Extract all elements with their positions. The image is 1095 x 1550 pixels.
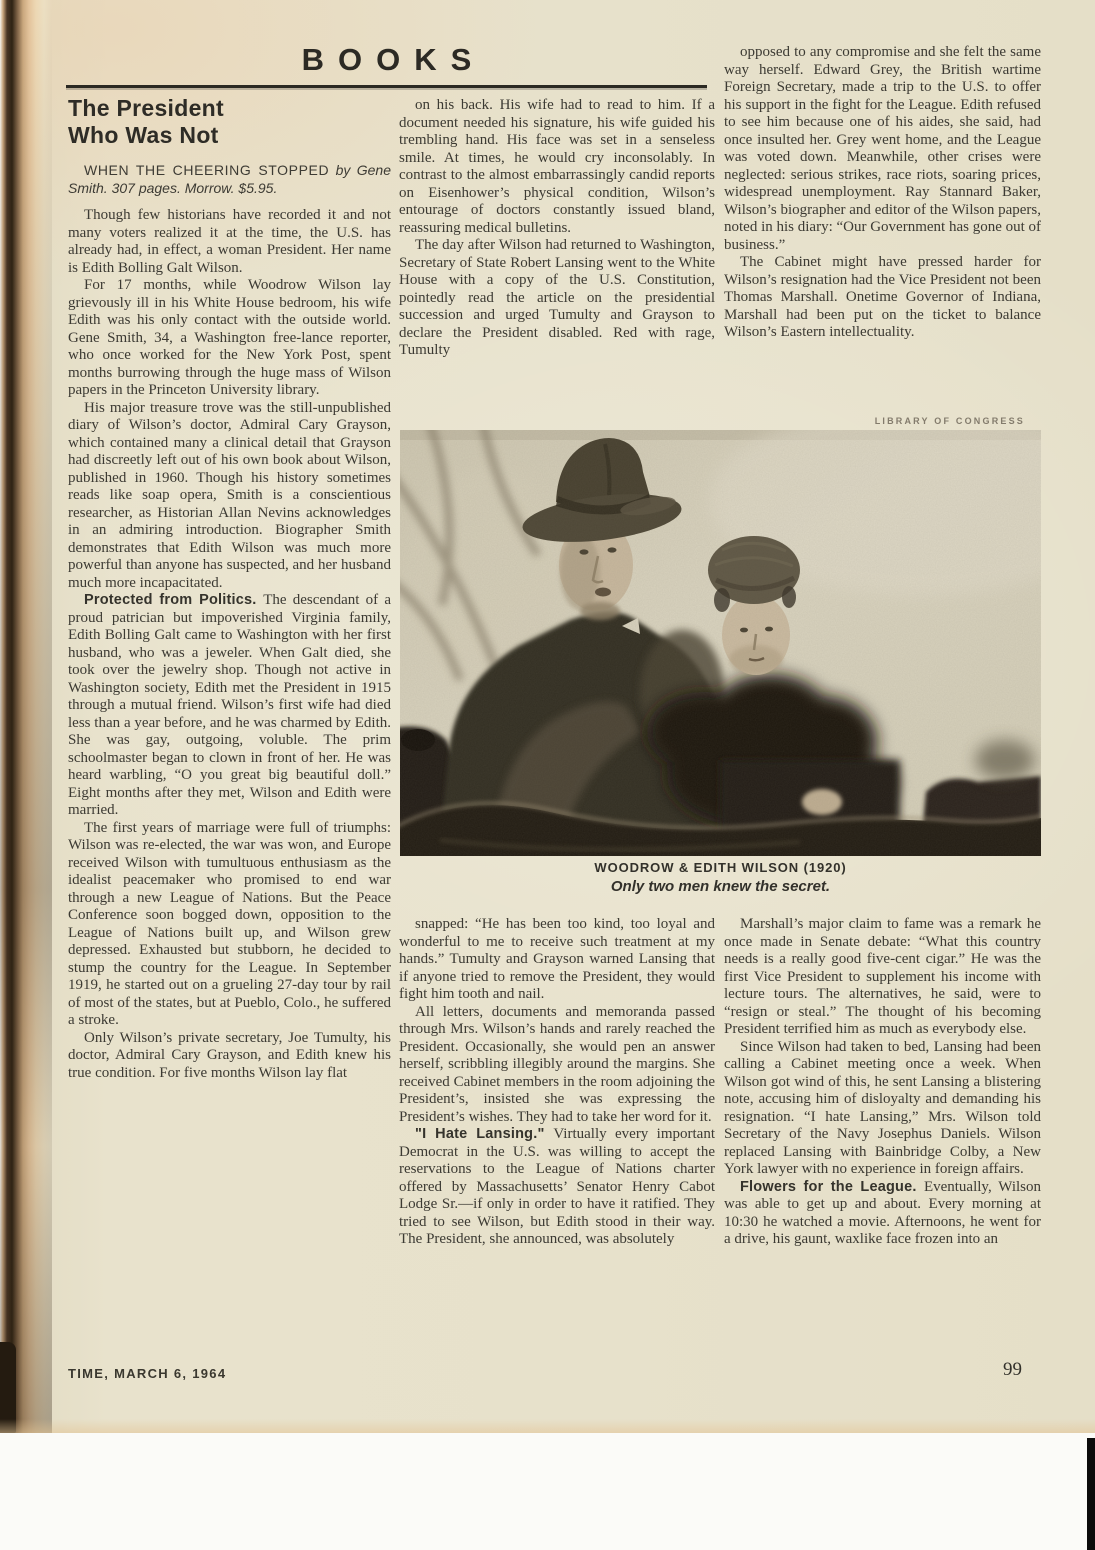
- book-details: by Gene Smith. 307 pages. Morrow. $5.95.: [68, 162, 391, 196]
- article-title-line1: The President: [68, 95, 224, 121]
- paragraph: Protected from Politics. The descendant of a proud patrician but impoverished Virginia family, Edith Bolling Galt came to Washington with her first husband, who was a jeweler. When Galt died, she took over the jewelry shop. Though not active in Washington society, Edith met the President in 1915 through a mutual friend. Wilson’s first wife had died less than a year before, and he was charmed by Edith. She was gay, outgoing, voluble. The prim schoolmaster began to clown in front of her. He was heard warbling, “O you great big beautiful doll.” Eight months after they met, Wilson and Edith were married.: [68, 592, 391, 818]
- photo-caption: [400, 860, 1041, 895]
- article-column-1: [68, 95, 391, 1082]
- paragraph: Though few historians have recorded it and not many voters realized it at the time, the U.S. has already had, in effect, a woman President. Her name is Edith Bolling Galt Wilson.: [68, 207, 391, 276]
- paragraph: For 17 months, while Woodrow Wilson lay grievously ill in his White House bedroom, his wife Edith was his only contact with the outside world. Gene Smith, 34, a Washington free-lance reporter, who once worked for the New York Post, spent months burrowing through the huge mass of Wilson papers in the Princeton University library.: [68, 277, 391, 398]
- paragraph: The day after Wilson had returned to Washington, Secretary of State Robert Lansing went to the White House with a copy of the U.S. Constitution, pointedly read the article on the presidential succession and urged Tumulty and Grayson to declare the President disabled. Red with rage, Tumulty: [399, 237, 715, 358]
- photo-credit: LIBRARY OF CONGRESS: [874, 416, 1025, 426]
- paragraph: snapped: “He has been too kind, too loyal and wonderful to me to receive such treatment at my hands.” Tumulty and Grayson warned Lansing that if anyone tried to remove the President, they would fight him tooth and nail.: [399, 916, 715, 1002]
- paragraph-lead-in: Flowers for the League.: [740, 1178, 924, 1195]
- paragraph: Since Wilson had taken to bed, Lansing had been calling a Cabinet meeting once a week. When Wilson got wind of this, he sent Lansing a blistering note, accusing him of disloyalty and demanding his resignation. “I hate Lansing,” Mrs. Wilson told Secretary of the Navy Josephus Daniels. Wilson replaced Lansing with Bainbridge Colby, a New York lawyer with no experience in foreign affairs.: [724, 1038, 1041, 1177]
- paragraph: The Cabinet might have pressed harder for Wilson’s resignation had the Vice President not been Thomas Marshall. Onetime Governor of Indiana, Marshall had been put on the ticket to balance Wilson’s Eastern intellectuality.: [724, 254, 1041, 340]
- paragraph: opposed to any compromise and she felt the same way herself. Edward Grey, the British wartime Foreign Secretary, made a trip to the U.S. to offer his support in the fight for the League. Edith refused to see him because one of his aides, she said, had once insulted her. Grey went home, and the League was voted down. Meanwhile, other crises were neglected: serious strikes, race riots, soaring prices, widespread unemployment. Ray Stannard Baker, Wilson’s biographer and editor of the Wilson papers, noted in his diary: “Our Government has gone out of business.”: [724, 44, 1042, 253]
- article-title-line2: Who Was Not: [68, 122, 219, 148]
- article-column-2-bottom: [399, 916, 715, 1249]
- paragraph-lead-in: Protected from Politics.: [84, 592, 264, 608]
- paragraph: "I Hate Lansing." Virtually every important Democrat in the U.S. was willing to accept the reservations to the League of Nations charter offered by Massachusetts’ Senator Henry Cabot Lodge Sr.—if only in order to have it ratified. They tried to see Wilson, but Edith stood in their way. The President, she announced, was absolutely: [399, 1126, 716, 1247]
- page-corner-shadow: [0, 1342, 16, 1433]
- section-title: BOOKS: [301, 42, 486, 77]
- page-number: 99: [1003, 1359, 1022, 1380]
- page-spine-edge: [0, 0, 52, 1433]
- photo-caption-subtitle: Only two men knew the secret.: [610, 878, 831, 895]
- paragraph: His major treasure trove was the still-unpublished diary of Wilson’s doctor, Admiral Cary Grayson, which contained many a clinical detail that Grayson had discreetly left out of his own book about Wilson, published in 1960. Though his history sometimes reads like soap opera, Smith is a conscientious researcher, as Historian Allan Nevins acknowledges in an admiring introduction. Biographer Smith demonstrates that Edith Wilson was much more powerful than anyone has suspected, and her husband much more incapacitated.: [68, 399, 391, 591]
- wilson-photo: [400, 430, 1041, 856]
- article-column-3-top: [724, 44, 1041, 342]
- footer-issue-date: TIME, MARCH 6, 1964: [68, 1366, 227, 1381]
- paragraph: Only Wilson’s private secretary, Joe Tumulty, his doctor, Admiral Cary Grayson, and Edith knew his true condition. For five months Wilson lay flat: [68, 1029, 391, 1081]
- article-title: [68, 95, 391, 149]
- book-reference: [68, 162, 391, 197]
- paragraph: Marshall’s major claim to fame was a remark he once made in Senate debate: “What this country needs is a really good five-cent cigar.” He was the first Vice President to supplement his income with lecture tours. The alternatives, he said, were to “resign or steal.” The thought of his becoming President terrified him as much as everybody else.: [724, 916, 1041, 1037]
- column-1-text: [68, 207, 391, 1082]
- header-rule: [66, 85, 707, 88]
- scan-edge-strip: [1087, 1438, 1095, 1550]
- photo-illustration: [400, 430, 1041, 856]
- article-column-3-bottom: [724, 916, 1041, 1249]
- paragraph: on his back. His wife had to read to him. If a document needed his signature, his wife guided his trembling hand. His face was set in a senseless smile. At times, he would cry inconsolably. In contrast to the almost embarrassingly candid reports on Eisenhower’s physical condition, Wilson’s entourage of doctors constantly issued bland, reassuring medical bulletins.: [399, 97, 715, 236]
- paragraph-lead-in: "I Hate Lansing.": [415, 1126, 554, 1142]
- paragraph: All letters, documents and memoranda passed through Mrs. Wilson’s hands and rarely reached the President. Occasionally, she would pen an answer herself, scribbling illegibly around the margins. She received Cabinet members in the room adjoining the President’s, insisted she was expressing the President’s wishes. They had to take her word for it.: [399, 1003, 715, 1125]
- book-title: WHEN THE CHEERING STOPPED: [84, 162, 330, 178]
- paragraph: The first years of marriage were full of triumphs: Wilson was re-elected, the war was won, and Europe received Wilson with tumultuous enthusiasm as the idealist peacemaker who promised to end war through a new League of Nations. But the Peace Conference soon bogged down, opposition to the League of Nations built up, and Wilson grew depressed. Exhausted but stubborn, he decided to stump the country for the League. In September 1919, he started out on a grueling 27-day tour by rail of most of the states, but at Pueblo, Colo., he suffered a stroke.: [68, 819, 391, 1028]
- paragraph: Flowers for the League. Eventually, Wilson was able to get up and about. Every morning at 10:30 he watched a movie. Afternoons, he went for a drive, his gaunt, waxlike face frozen into an: [724, 1178, 1041, 1247]
- photo-caption-title: WOODROW & EDITH WILSON (1920): [594, 860, 847, 875]
- article-column-2-top: [399, 97, 715, 360]
